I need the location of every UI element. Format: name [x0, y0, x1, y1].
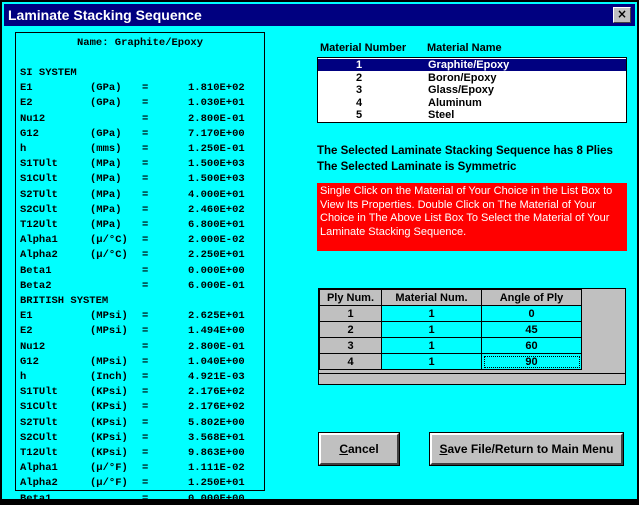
title-bar — [4, 4, 635, 26]
property-val: 2.176E+02 — [188, 386, 245, 399]
material-number: 4 — [356, 96, 363, 109]
ply-cell[interactable]: 1 — [382, 322, 482, 338]
property-val: 2.800E-01 — [188, 340, 245, 353]
property-unit: (µ/°C) — [90, 249, 128, 262]
property-lbl: E2 — [20, 97, 33, 110]
property-val: 9.863E+00 — [188, 447, 245, 459]
ply-cell[interactable]: 1 — [382, 354, 482, 370]
property-val: 6.000E-01 — [188, 279, 245, 292]
property-unit: (µ/°F) — [90, 462, 128, 475]
property-val: 1.250E+01 — [188, 477, 245, 490]
property-row — [20, 249, 260, 261]
property-row — [20, 386, 260, 398]
material-number: 1 — [356, 59, 363, 71]
property-unit: (MPa) — [90, 188, 122, 201]
material-name-line: Name: Graphite/Epoxy — [76, 37, 204, 49]
property-row — [20, 310, 260, 322]
property-row — [20, 447, 260, 459]
property-row — [20, 219, 260, 231]
ply-cell[interactable]: 1 — [382, 306, 482, 322]
property-unit: (MPsi) — [90, 325, 128, 338]
property-lbl: S1TUlt — [20, 158, 58, 171]
property-val: 7.170E+00 — [188, 127, 245, 140]
property-row — [20, 128, 260, 140]
property-unit: (KPsi) — [90, 431, 128, 444]
property-unit: (KPsi) — [90, 447, 128, 459]
property-row — [20, 173, 260, 185]
property-lbl: G12 — [20, 355, 39, 368]
ply-row — [320, 306, 582, 322]
property-lbl: T12Ult — [20, 447, 58, 459]
property-eq: = — [142, 325, 149, 338]
property-row — [20, 97, 260, 109]
property-eq: = — [142, 310, 149, 323]
property-unit: (MPa) — [90, 173, 122, 186]
property-unit: (Inch) — [90, 371, 128, 383]
material-name: Aluminum — [428, 96, 482, 109]
property-val: 1.111E-02 — [188, 462, 245, 475]
property-lbl: Nu12 — [20, 112, 46, 125]
property-lbl: Beta1 — [20, 264, 52, 277]
material-number: 2 — [356, 71, 363, 84]
material-number-header: Material Number — [320, 42, 407, 54]
property-val: 1.500E+03 — [188, 173, 245, 186]
property-unit: (KPsi) — [90, 401, 128, 414]
property-row — [20, 67, 260, 79]
property-unit: (mms) — [90, 143, 122, 155]
property-eq: = — [142, 173, 149, 186]
property-row — [20, 341, 260, 353]
symmetric-text: The Selected Laminate is Symmetric — [317, 161, 517, 173]
property-val: 1.030E+01 — [188, 97, 245, 110]
ply-cell[interactable]: 90 — [482, 354, 582, 370]
plies-count-text: The Selected Laminate Stacking Sequence has 8 Plies — [317, 145, 613, 157]
property-val: 2.000E-02 — [188, 234, 245, 247]
property-eq: = — [142, 416, 149, 429]
save-label: ave File/Return to Main Menu — [447, 442, 614, 456]
ply-row — [320, 322, 582, 338]
ply-row-header: 2 — [320, 322, 382, 338]
property-lbl: G12 — [20, 127, 39, 140]
property-lbl: h — [20, 143, 27, 155]
ply-column-header: Angle of Ply — [482, 290, 582, 306]
property-unit: (GPa) — [90, 82, 122, 95]
property-eq: = — [142, 234, 149, 247]
property-unit: (µ/°C) — [90, 234, 128, 247]
property-lbl: S1CUlt — [20, 401, 58, 414]
material-name: Boron/Epoxy — [428, 71, 497, 84]
property-val: 2.800E-01 — [188, 112, 245, 125]
property-lbl: E2 — [20, 325, 33, 338]
material-list-item[interactable] — [318, 97, 626, 109]
property-lbl: S1TUlt — [20, 386, 58, 399]
close-button[interactable] — [613, 7, 631, 23]
property-lbl: Alpha1 — [20, 462, 58, 475]
material-number: 3 — [356, 84, 363, 97]
material-name-header: Material Name — [427, 42, 502, 54]
property-eq: = — [142, 279, 149, 292]
property-val: 5.802E+00 — [188, 416, 245, 429]
ply-row — [320, 354, 582, 370]
material-list-item[interactable] — [318, 109, 626, 121]
property-row — [20, 189, 260, 201]
close-icon: × — [616, 7, 628, 21]
ply-column-header: Ply Num. — [320, 290, 382, 306]
material-list-item[interactable] — [318, 72, 626, 84]
property-row — [20, 356, 260, 368]
material-name: Glass/Epoxy — [428, 84, 495, 97]
property-row — [20, 417, 260, 429]
property-unit: (MPa) — [90, 158, 122, 171]
property-unit: (MPa) — [90, 219, 122, 231]
property-unit: (µ/°F) — [90, 477, 128, 490]
property-lbl: S2TUlt — [20, 188, 58, 201]
property-unit: (KPsi) — [90, 386, 128, 399]
cancel-accelerator: C — [339, 442, 348, 456]
material-number: 5 — [356, 109, 363, 122]
property-val: 6.800E+01 — [188, 219, 245, 231]
property-lbl: Beta1 — [20, 492, 52, 505]
property-unit: (KPsi) — [90, 416, 128, 429]
property-lbl: Beta2 — [20, 279, 52, 292]
property-lbl: Alpha1 — [20, 234, 58, 247]
property-lbl: E1 — [20, 82, 33, 95]
ply-row-header: 3 — [320, 338, 382, 354]
property-val: 2.250E+01 — [188, 249, 245, 262]
property-eq: = — [142, 203, 149, 216]
property-eq: = — [142, 401, 149, 414]
property-val: 1.250E-01 — [188, 143, 245, 155]
cancel-label: ancel — [347, 442, 379, 456]
property-row — [20, 295, 260, 307]
property-val: 0.000E+00 — [188, 492, 245, 505]
material-list-item[interactable] — [318, 84, 626, 96]
property-eq: = — [142, 82, 149, 95]
material-name: Steel — [428, 109, 455, 122]
property-val: 1.500E+03 — [188, 158, 245, 171]
property-lbl: S2CUlt — [20, 431, 58, 444]
property-row — [20, 477, 260, 489]
save-accelerator: S — [439, 442, 448, 456]
property-row — [20, 113, 260, 125]
property-unit: (MPsi) — [90, 310, 128, 323]
property-val: 1.810E+02 — [188, 82, 245, 95]
property-row — [20, 462, 260, 474]
property-lbl: BRITISH SYSTEM — [20, 295, 109, 307]
material-list-box[interactable] — [317, 57, 627, 123]
property-lbl: E1 — [20, 310, 33, 323]
property-row — [20, 234, 260, 246]
ply-row-header: 4 — [320, 354, 382, 370]
property-unit: (GPa) — [90, 127, 122, 140]
property-eq: = — [142, 127, 149, 140]
property-row — [20, 371, 260, 383]
ply-grid[interactable] — [318, 288, 626, 385]
grid-divider — [319, 373, 625, 374]
property-eq: = — [142, 371, 149, 383]
material-name: Graphite/Epoxy — [428, 59, 510, 71]
property-lbl: S2TUlt — [20, 416, 58, 429]
property-row — [20, 204, 260, 216]
property-unit: (GPa) — [90, 97, 122, 110]
property-row — [20, 401, 260, 413]
material-list-item[interactable] — [318, 59, 626, 71]
property-eq: = — [142, 249, 149, 262]
property-row — [20, 325, 260, 337]
property-lbl: S2CUlt — [20, 203, 58, 216]
property-lbl: S1CUlt — [20, 173, 58, 186]
instruction-box: Single Click on the Material of Your Choice in the List Box to View Its Properties. Double Click on The Material of Your Choice in The Above List Box To Select the Material of Your Laminate Stacking Sequence. — [317, 183, 627, 251]
property-eq: = — [142, 340, 149, 353]
property-lbl: Alpha2 — [20, 249, 58, 262]
property-eq: = — [142, 431, 149, 444]
property-val: 0.000E+00 — [188, 264, 245, 277]
property-unit: (MPsi) — [90, 355, 128, 368]
property-eq: = — [142, 386, 149, 399]
ply-cell[interactable]: 0 — [482, 306, 582, 322]
window-title: Laminate Stacking Sequence — [8, 7, 202, 23]
property-eq: = — [142, 462, 149, 475]
property-row — [20, 82, 260, 94]
property-eq: = — [142, 447, 149, 459]
property-eq: = — [142, 492, 149, 505]
material-properties-panel — [15, 32, 265, 505]
property-eq: = — [142, 158, 149, 171]
property-lbl: Alpha2 — [20, 477, 58, 490]
property-val: 2.625E+01 — [188, 310, 245, 323]
cancel-button[interactable] — [319, 433, 399, 465]
property-val: 1.494E+00 — [188, 325, 245, 338]
property-val: 1.040E+00 — [188, 355, 245, 368]
property-row — [20, 143, 260, 155]
property-eq: = — [142, 264, 149, 277]
property-eq: = — [142, 112, 149, 125]
ply-cell[interactable]: 60 — [482, 338, 582, 354]
property-unit: (MPa) — [90, 203, 122, 216]
property-eq: = — [142, 188, 149, 201]
property-eq: = — [142, 477, 149, 490]
property-lbl: SI SYSTEM — [20, 67, 77, 79]
property-val: 2.176E+02 — [188, 401, 245, 414]
property-lbl: T12Ult — [20, 219, 58, 231]
property-val: 3.568E+01 — [188, 431, 245, 444]
property-eq: = — [142, 355, 149, 368]
ply-column-header: Material Num. — [382, 290, 482, 306]
save-return-button[interactable] — [430, 433, 623, 465]
property-val: 4.000E+01 — [188, 188, 245, 201]
property-eq: = — [142, 97, 149, 110]
property-row — [20, 158, 260, 170]
property-eq: = — [142, 219, 149, 231]
ply-header-row — [320, 290, 582, 306]
ply-cell[interactable]: 45 — [482, 322, 582, 338]
property-row — [20, 280, 260, 292]
ply-table — [319, 289, 582, 370]
ply-cell[interactable]: 1 — [382, 338, 482, 354]
property-lbl: h — [20, 371, 27, 383]
property-lbl: Nu12 — [20, 340, 46, 353]
property-row — [20, 432, 260, 444]
property-row — [20, 265, 260, 277]
property-row — [20, 493, 260, 505]
ply-row-header: 1 — [320, 306, 382, 322]
ply-row — [320, 338, 582, 354]
property-val: 2.460E+02 — [188, 203, 245, 216]
property-eq: = — [142, 143, 149, 155]
property-val: 4.921E-03 — [188, 371, 245, 383]
